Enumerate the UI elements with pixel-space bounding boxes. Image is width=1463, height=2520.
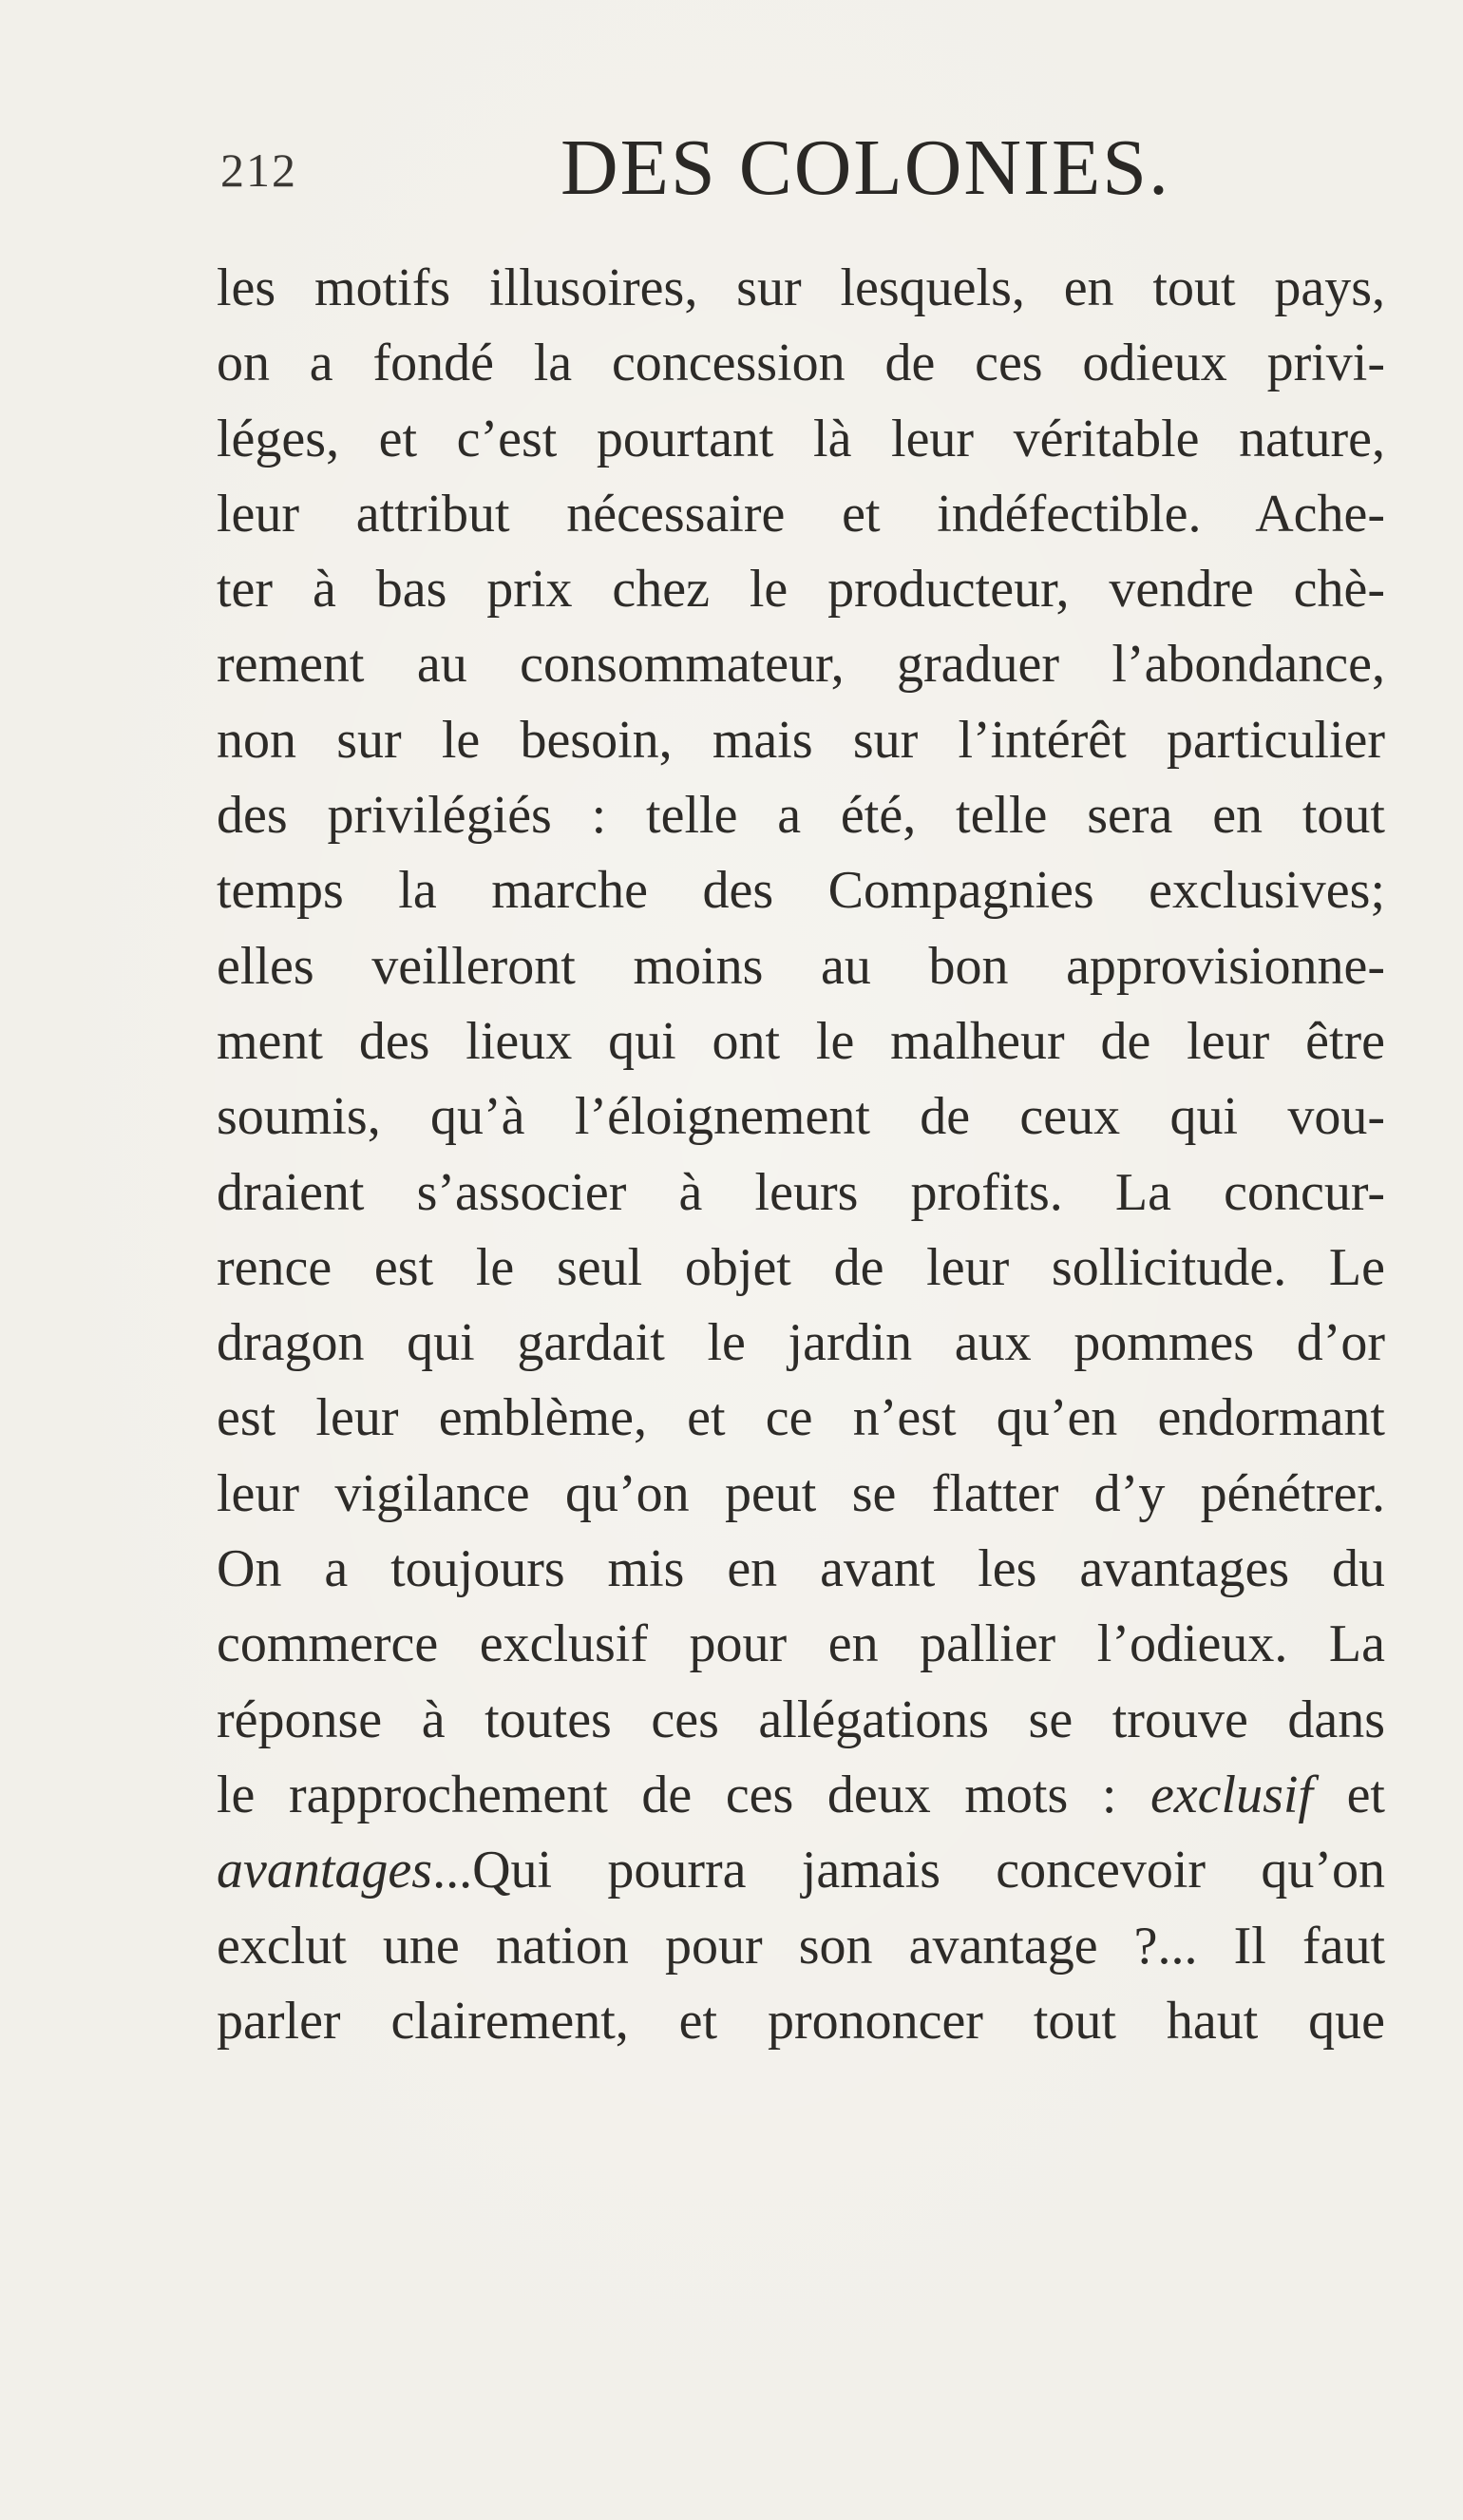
- text-line: rence est le seul objet de leur sollicitude. Le: [217, 1237, 1385, 1297]
- text-line: ter à bas prix chez le producteur, vendre chè-: [217, 560, 1385, 620]
- text-line: commerce exclusif pour en pallier l’odieux. La: [217, 1614, 1385, 1674]
- text-line: léges, et c’est pourtant là leur véritable nature,: [217, 409, 1385, 468]
- text-line: les motifs illusoires, sur lesquels, en tout pays,: [217, 258, 1385, 317]
- text-line: On a toujours mis en avant les avantages du: [217, 1539, 1385, 1599]
- text-line: exclut une nation pour son avantage ?... Il faut: [217, 1916, 1385, 1976]
- text-segment: le rapprochement de ces deux mots :: [217, 1765, 1150, 1824]
- text-line: draient s’associer à leurs profits. La concur-: [217, 1162, 1385, 1222]
- text-line: réponse à toutes ces allégations se trouve dans: [217, 1690, 1385, 1749]
- text-line: des privilégiés : telle a été, telle sera en tout: [217, 786, 1385, 846]
- page-number: 212: [220, 143, 297, 197]
- text-line: temps la marche des Compagnies exclusives;: [217, 861, 1385, 921]
- text-line: leur vigilance qu’on peut se flatter d’y pénétrer.: [217, 1463, 1385, 1523]
- text-line: leur attribut nécessaire et indéfectible. Ache-: [217, 484, 1385, 544]
- running-head: DES COLONIES.: [560, 124, 1171, 212]
- page-header: [0, 122, 1463, 217]
- text-line: dragon qui gardait le jardin aux pommes d’or: [217, 1313, 1385, 1373]
- text-line: est leur emblème, et ce n’est qu’en endormant: [217, 1388, 1385, 1448]
- text-line-with-italic: [217, 1758, 1385, 1833]
- text-line: non sur le besoin, mais sur l’intérêt particulier: [217, 710, 1385, 770]
- body-text: [217, 251, 1385, 2059]
- text-line: elles veilleront moins au bon approvisionne-: [217, 936, 1385, 996]
- text-line: soumis, qu’à l’éloignement de ceux qui vou-: [217, 1087, 1385, 1147]
- text-line-with-italic: [217, 1833, 1385, 1908]
- text-line: ment des lieux qui ont le malheur de leur être: [217, 1011, 1385, 1071]
- text-segment: ...Qui pourra jamais concevoir qu’on: [432, 1841, 1385, 1900]
- italic-word: avantages: [217, 1841, 433, 1900]
- text-segment: et: [1313, 1765, 1385, 1824]
- italic-word: exclusif: [1150, 1765, 1313, 1824]
- text-line: parler clairement, et prononcer tout haut que: [217, 1991, 1385, 2051]
- text-line: on a fondé la concession de ces odieux privi-: [217, 334, 1385, 393]
- text-line: rement au consommateur, graduer l’abondance,: [217, 635, 1385, 695]
